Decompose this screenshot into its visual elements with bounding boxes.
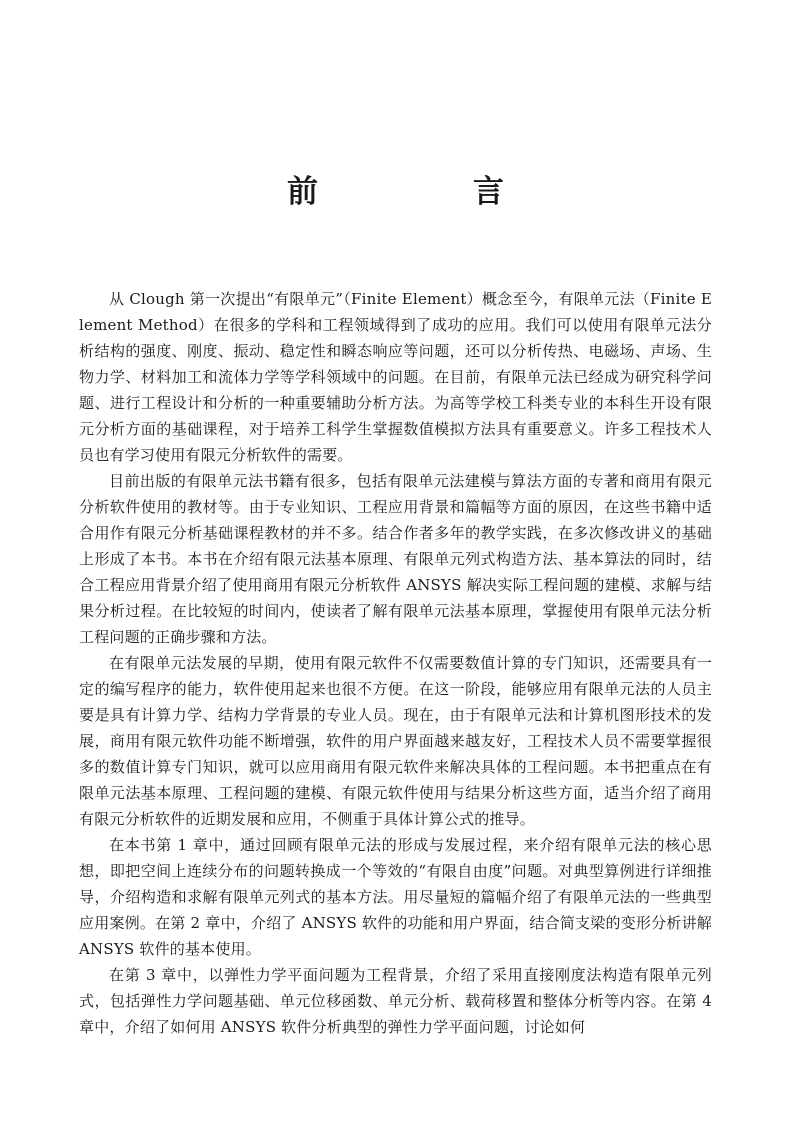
preface-body (79, 286, 712, 1040)
paragraph-2: 目前出版的有限单元法书籍有很多，包括有限单元法建模与算法方面的专著和商用有限元分析软件使用的教材等。由于专业知识、工程应用背景和篇幅等方面的原因，在这些书籍中适合用作有限元分析基础课程教材的并不多。结合作者多年的教学实践，在多次修改讲义的基础上形成了本书。本书在介绍有限元法基本原理、有限单元列式构造方法、基本算法的同时，结合工程应用背景介绍了使用商用有限元分析软件 ANSYS 解决实际工程问题的建模、求解与结果分析过程。在比较短的时间内，使读者了解有限单元法基本原理，掌握使用有限单元法分析工程问题的正确步骤和方法。 (79, 472, 712, 646)
paragraph-3: 在有限单元法发展的早期，使用有限元软件不仅需要数值计算的专门知识，还需要具有一定的编写程序的能力，软件使用起来也很不方便。在这一阶段，能够应用有限单元法的人员主要是具有计算力学、结构力学背景的专业人员。现在，由于有限单元法和计算机图形技术的发展，商用有限元软件功能不断增强，软件的用户界面越来越友好，工程技术人员不需要掌握很多的数值计算专门知识，就可以应用商用有限元软件来解决具体的工程问题。本书把重点在有限单元法基本原理、工程问题的建模、有限元软件使用与结果分析这些方面，适当介绍了商用有限元分析软件的近期发展和应用，不侧重于具体计算公式的推导。 (79, 654, 712, 828)
paragraph-5: 在第 3 章中，以弹性力学平面问题为工程背景，介绍了采用直接刚度法构造有限单元列式，包括弹性力学问题基础、单元位移函数、单元分析、载荷移置和整体分析等内容。在第 4 章中，介绍了如何用 ANSYS 软件分析典型的弹性力学平面问题，讨论如何 (79, 966, 712, 1036)
paragraph-1: 从 Clough 第一次提出“有限单元”（Finite Element）概念至今，有限单元法（Finite Element Method）在很多的学科和工程领域得到了成功的应用。我们可以使用有限单元法分析结构的强度、刚度、振动、稳定性和瞬态响应等问题，还可以分析传热、电磁场、声场、生物力学、材料加工和流体力学等学科领域中的问题。在目前，有限单元法已经成为研究科学问题、进行工程设计和分析的一种重要辅助分析方法。为高等学校工科类专业的本科生开设有限元分析方面的基础课程，对于培养工科学生掌握数值模拟方法具有重要意义。许多工程技术人员也有学习使用有限元分析软件的需要。 (79, 290, 712, 464)
page-title: 前 言 (287, 174, 566, 210)
paragraph-4: 在本书第 1 章中，通过回顾有限单元法的形成与发展过程，来介绍有限单元法的核心思想，即把空间上连续分布的问题转换成一个等效的“有限自由度”问题。对典型算例进行详细推导，介绍构造和求解有限单元列式的基本方法。用尽量短的篇幅介绍了有限单元法的一些典型应用案例。在第 2 章中，介绍了 ANSYS 软件的功能和用户界面，结合简支梁的变形分析讲解 ANSYS 软件的基本使用。 (79, 836, 712, 958)
